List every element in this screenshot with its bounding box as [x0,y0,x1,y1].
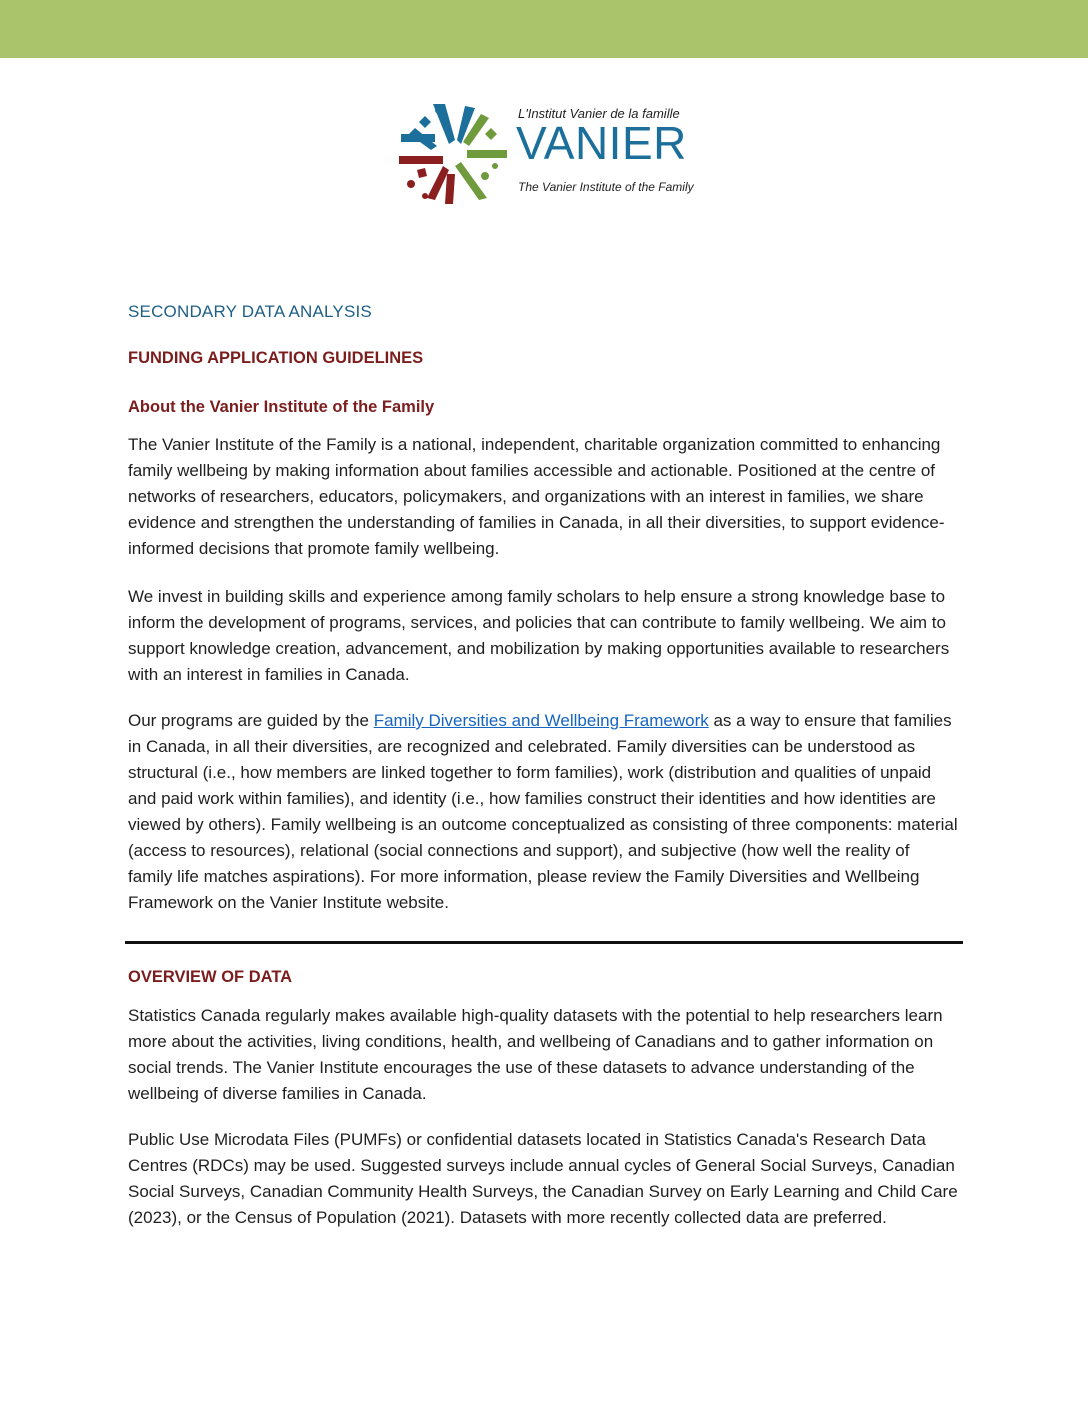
top-color-band [0,0,1088,58]
document-kicker: SECONDARY DATA ANALYSIS [128,302,372,321]
about-paragraph-3-lead: Our programs are guided by the [128,711,374,730]
logo-french-name: L'Institut Vanier de la famille [518,106,680,121]
framework-link[interactable]: Family Diversities and Wellbeing Framework [373,711,709,730]
about-paragraph-2: We invest in building skills and experience among family scholars to help ensure a strong knowledge base to inform the development of programs, services, and policies that can contribute to family wellbeing. We aim to support knowledge creation, advancement, and mobilization by making opportunities available to researchers with an interest in families in Canada. [128,587,950,684]
section-heading-overview: OVERVIEW OF DATA [128,968,293,986]
overview-paragraph-1: Statistics Canada regularly makes available high-quality datasets with the potential to help researchers learn more about the activities, living conditions, health, and wellbeing of Canadians and to gather information on social trends. The Vanier Institute encourages the use of these datasets to advance understanding of the wellbeing of diverse families in Canada. [128,1006,943,1103]
about-paragraph-1: The Vanier Institute of the Family is a national, independent, charitable organization committed to enhancing family wellbeing by making information about families accessible and actionable. Positioned at the centre of networks of researchers, educators, policymakers, and organizations with an interest in families, we share evidence and strengthen the understanding of families in Canada, in all their diversities, to support evidence-informed decisions that promote family wellbeing. [128,435,945,558]
about-paragraph-3 [128,708,958,916]
section-divider [125,941,963,944]
logo-english-name: The Vanier Institute of the Family [518,180,694,194]
logo-wordmark: VANIER [516,117,687,169]
vanier-emblem-icon [395,100,511,204]
vanier-logo [395,100,695,208]
section-heading-about: About the Vanier Institute of the Family [128,398,435,416]
document-title: FUNDING APPLICATION GUIDELINES [128,349,424,367]
overview-paragraph-2: Public Use Microdata Files (PUMFs) or confidential datasets located in Statistics Canada's Research Data Centres (RDCs) may be used. Suggested surveys include annual cycles of General Social Surveys, Canadian Social Surveys, Canadian Community Health Surveys, the Canadian Survey on Early Learning and Child Care (2023), or the Census of Population (2021). Datasets with more recently collected data are preferred. [128,1130,958,1227]
about-paragraph-3-rest: as a way to ensure that families in Canada, in all their diversities, are recognized and celebrated. Family diversities can be understood as structural (i.e., how members are linked together to form families), work (distribution and qualities of unpaid and paid work within families), and identity (i.e., how families construct their identities and how identities are viewed by others). Family wellbeing is an outcome conceptualized as consisting of three components: material (access to resources), relational (social connections and support), and subjective (how well the reality of family life matches aspirations). For more information, please review the Family Diversities and Wellbeing Framework on the Vanier Institute website. [128,711,958,912]
